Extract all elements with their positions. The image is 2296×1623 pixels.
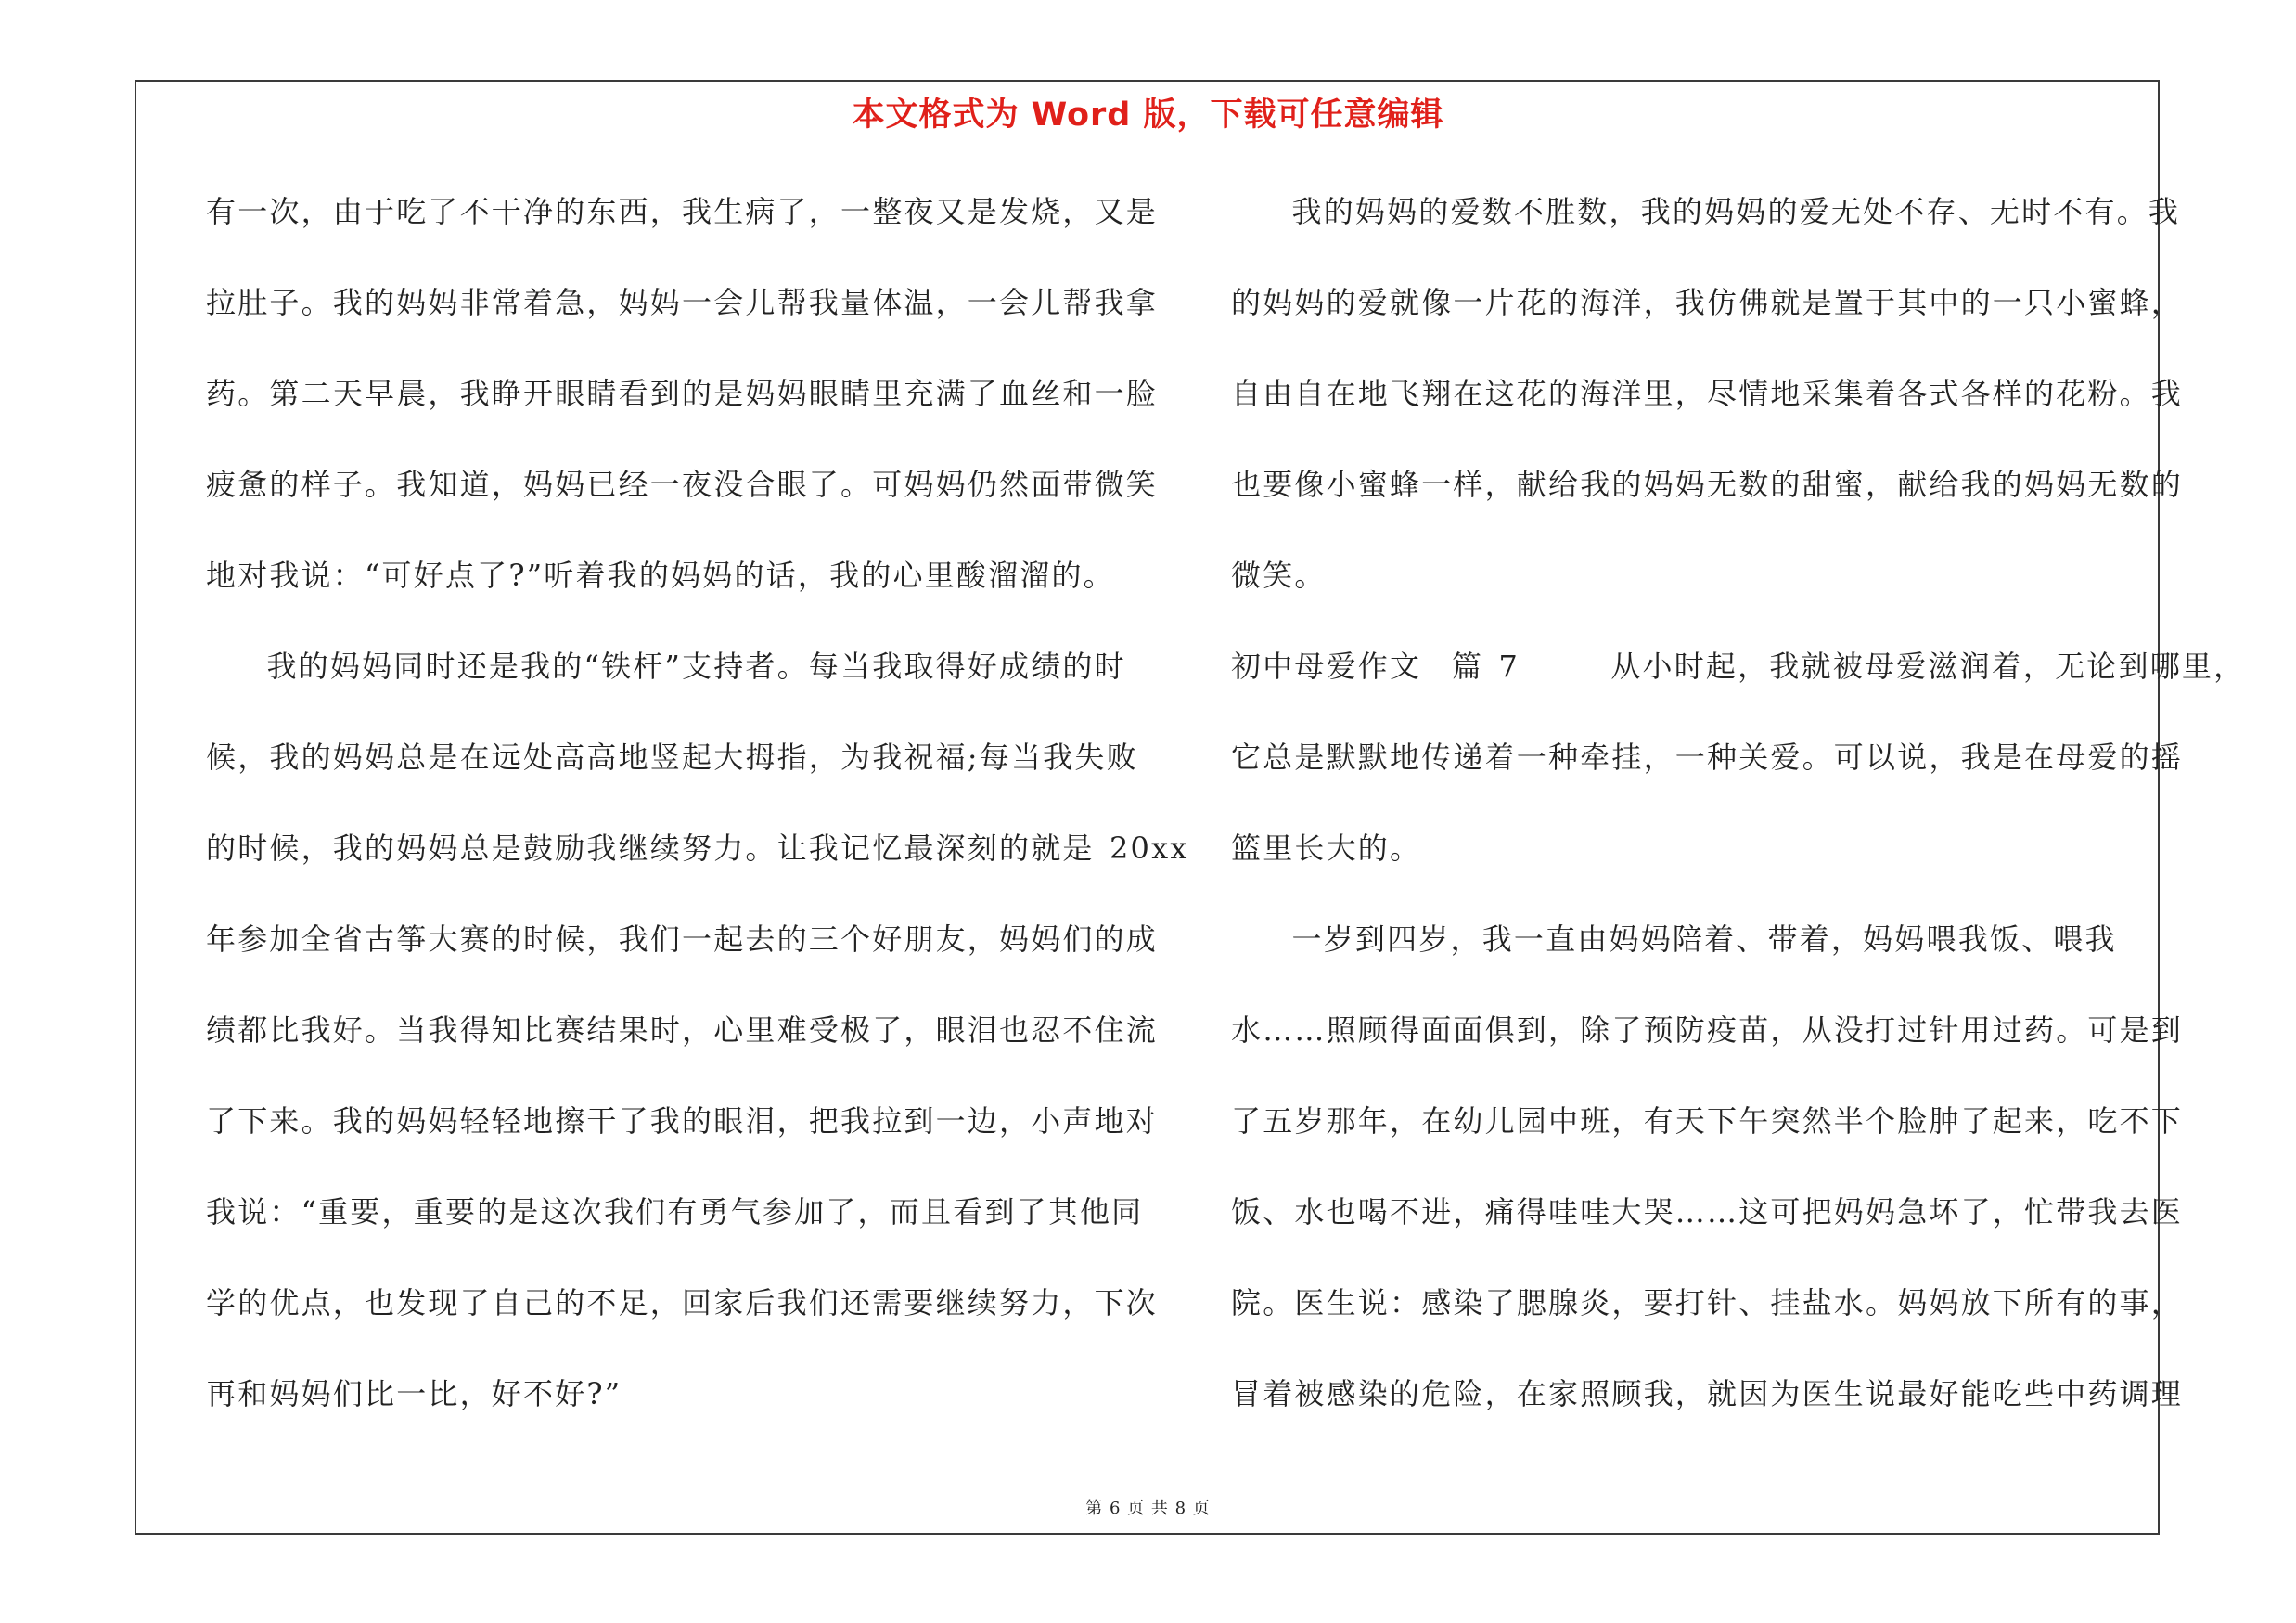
text-line: 我的妈妈的爱数不胜数，我的妈妈的爱无处不存、无时不有。我: [1231, 194, 2181, 229]
text-line: 了下来。我的妈妈轻轻地擦干了我的眼泪，把我拉到一边，小声地对: [206, 1103, 1159, 1139]
text-line: 也要像小蜜蜂一样，献给我的妈妈无数的甜蜜，献给我的妈妈无数的: [1231, 467, 2184, 502]
format-banner: 本文格式为 Word 版，下载可任意编辑: [852, 97, 1444, 134]
text-line: 学的优点，也发现了自己的不足，回家后我们还需要继续努力，下次: [206, 1285, 1159, 1320]
text-line: 院。医生说：感染了腮腺炎，要打针、挂盐水。妈妈放下所有的事，: [1231, 1285, 2184, 1320]
text-line: 的时候，我的妈妈总是鼓励我继续努力。让我记忆最深刻的就是 20xx: [206, 831, 1189, 866]
text-line: 绩都比我好。当我得知比赛结果时，心里难受极了，眼泪也忍不住流: [206, 1012, 1159, 1048]
text-line: 微笑。: [1231, 558, 1327, 593]
text-line: 它总是默默地传递着一种牵挂，一种关爱。可以说，我是在母爱的摇: [1231, 740, 2184, 775]
text-line: 药。第二天早晨，我睁开眼睛看到的是妈妈眼睛里充满了血丝和一脸: [206, 376, 1159, 411]
text-line: 候，我的妈妈总是在远处高高地竖起大拇指，为我祝福;每当我失败: [206, 740, 1138, 775]
text-line: 水……照顾得面面俱到，除了预防疫苗，从没打过针用过药。可是到: [1231, 1012, 2184, 1048]
text-line: 了五岁那年，在幼儿园中班，有天下午突然半个脸肿了起来，吃不下: [1231, 1103, 2184, 1139]
text-line: 有一次，由于吃了不干净的东西，我生病了，一整夜又是发烧，又是: [206, 194, 1159, 229]
text-line: 拉肚子。我的妈妈非常着急，妈妈一会儿帮我量体温，一会儿帮我拿: [206, 285, 1159, 320]
text-line: 自由自在地飞翔在这花的海洋里，尽情地采集着各式各样的花粉。我: [1231, 376, 2184, 411]
section-heading-line: 初中母爱作文 篇 7 从小时起，我就被母爱滋润着，无论到哪里，: [1231, 649, 2246, 684]
text-line: 一岁到四岁，我一直由妈妈陪着、带着，妈妈喂我饭、喂我: [1231, 921, 2117, 957]
text-line: 再和妈妈们比一比，好不好?”: [206, 1376, 622, 1411]
text-line: 地对我说：“可好点了?”听着我的妈妈的话，我的心里酸溜溜的。: [206, 558, 1115, 593]
text-line: 的妈妈的爱就像一片花的海洋，我仿佛就是置于其中的一只小蜜蜂，: [1231, 285, 2184, 320]
text-line: 疲惫的样子。我知道，妈妈已经一夜没合眼了。可妈妈仍然面带微笑: [206, 467, 1159, 502]
text-line: 冒着被感染的危险，在家照顾我，就因为医生说最好能吃些中药调理: [1231, 1376, 2184, 1411]
page-number: 第 6 页 共 8 页: [1085, 1499, 1211, 1518]
text-line: 年参加全省古筝大赛的时候，我们一起去的三个好朋友，妈妈们的成: [206, 921, 1159, 957]
text-line: 我的妈妈同时还是我的“铁杆”支持者。每当我取得好成绩的时: [206, 649, 1126, 684]
text-line: 我说：“重要，重要的是这次我们有勇气参加了，而且看到了其他同: [206, 1194, 1144, 1230]
text-line: 篮里长大的。: [1231, 831, 1422, 866]
text-line: 饭、水也喝不进，痛得哇哇大哭……这可把妈妈急坏了，忙带我去医: [1231, 1194, 2184, 1230]
